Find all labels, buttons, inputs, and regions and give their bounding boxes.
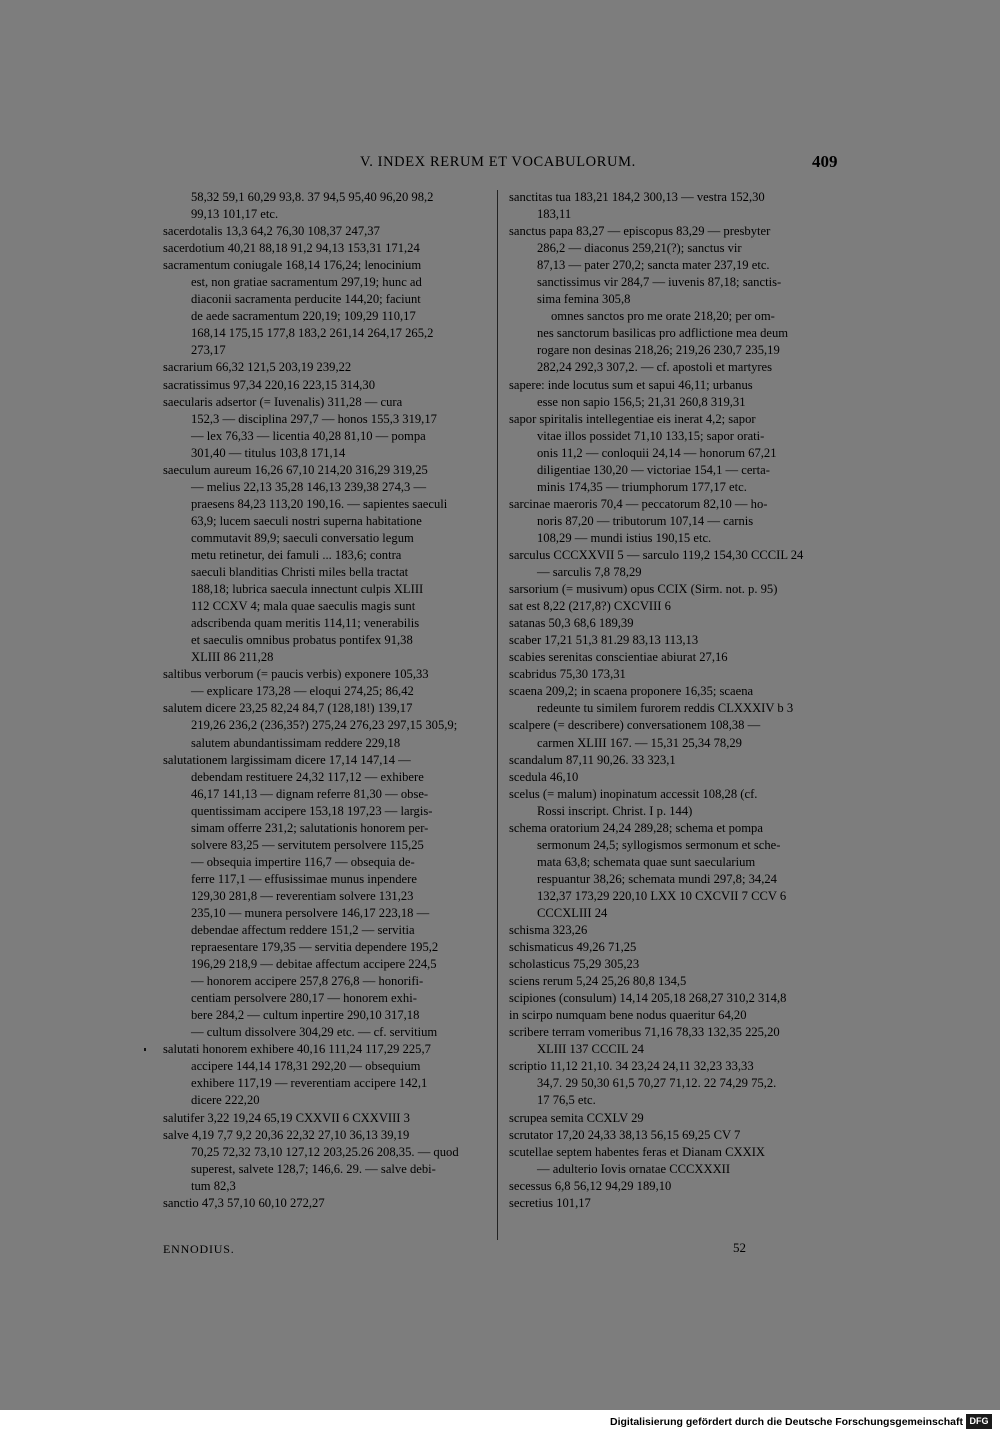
index-line: saeculum aureum 16,26 67,10 214,20 316,29 319,25: [163, 462, 428, 477]
index-line: secretius 101,17: [509, 1195, 591, 1210]
index-column-left: [163, 189, 491, 1212]
index-line: noris 87,20 — tributorum 107,14 — carnis: [537, 513, 754, 528]
index-line: salutationem largissimam dicere 17,14 147,14 —: [163, 752, 411, 767]
index-line: praesens 84,23 113,20 190,16. — sapientes saeculi: [191, 496, 448, 511]
index-line: sarcinae maeroris 70,4 — peccatorum 82,10 — ho-: [509, 496, 768, 511]
index-line: — cultum dissolvere 304,29 etc. — cf. servitium: [191, 1025, 438, 1040]
index-line: ferre 117,1 — effusissimae munus inpendere: [191, 871, 417, 886]
index-line: minis 174,35 — triumphorum 177,17 etc.: [537, 479, 747, 494]
index-line: sacrarium 66,32 121,5 203,19 239,22: [163, 360, 352, 375]
index-line: sciens rerum 5,24 25,26 80,8 134,5: [509, 974, 687, 989]
index-line: vitae illos possidet 71,10 133,15; sapor orati-: [537, 428, 765, 443]
index-line: saeculi blanditias Christi miles bella tractat: [191, 565, 409, 580]
index-line: 70,25 72,32 73,10 127,12 203,25.26 208,35. — quod: [191, 1144, 459, 1159]
index-line: 273,17: [191, 343, 226, 358]
index-line: rogare non desinas 218,26; 219,26 230,7 235,19: [537, 343, 780, 358]
index-line: satanas 50,3 68,6 189,39: [509, 616, 634, 631]
index-line: diaconii sacramenta perducite 144,20; faciunt: [191, 292, 421, 307]
margin-mark: [144, 1048, 146, 1051]
index-line: 219,26 236,2 (236,35?) 275,24 276,23 297,15 305,9;: [191, 718, 458, 733]
index-line: sanctitas tua 183,21 184,2 300,13 — vestra 152,30: [509, 190, 765, 204]
index-line: sima femina 305,8: [537, 292, 631, 307]
digitization-credit: Digitalisierung gefördert durch die Deutsche Forschungsgemeinschaft: [610, 1416, 963, 1428]
index-line: 188,18; lubrica saecula innectunt culpis XLIII: [191, 582, 424, 597]
index-line: 132,37 173,29 220,10 LXX 10 CXCVII 7 CCV 6: [537, 888, 787, 903]
index-line: 112 CCXV 4; mala quae saeculis magis sunt: [191, 599, 416, 614]
dfg-logo-icon: DFG: [966, 1414, 992, 1429]
index-line: schisma 323,26: [509, 923, 588, 938]
index-line: adscribenda quam meritis 114,11; venerabilis: [191, 616, 420, 631]
index-line: 282,24 292,3 307,2. — cf. apostoli et martyres: [537, 360, 773, 375]
index-line: est, non gratiae sacramentum 297,19; hunc ad: [191, 275, 422, 290]
page-number: 409: [812, 152, 838, 171]
index-line: carmen XLIII 167. — 15,31 25,34 78,29: [537, 735, 742, 750]
index-line: scrupea semita CCXLV 29: [509, 1110, 644, 1125]
index-line: 87,13 — pater 270,2; sancta mater 237,19 etc.: [537, 258, 770, 273]
index-line: sanctus papa 83,27 — episcopus 83,29 — presbyter: [509, 224, 771, 239]
index-line: solvere 83,25 — servitutem persolvere 115,25: [191, 837, 424, 852]
signature-footer: ENNODIUS.: [163, 1242, 235, 1256]
index-line: 34,7. 29 50,30 61,5 70,27 71,12. 22 74,29 75,2.: [537, 1076, 777, 1091]
index-line: scipiones (consulum) 14,14 205,18 268,27 310,2 314,8: [509, 991, 787, 1006]
index-line: — melius 22,13 35,28 146,13 239,38 274,3 —: [191, 479, 427, 494]
index-line: sarculus CCCXXVII 5 — sarculo 119,2 154,30 CCCIL 24: [509, 547, 804, 562]
index-line: superest, salvete 128,7; 146,6. 29. — salve debi-: [191, 1161, 436, 1176]
index-line: scribere terram vomeribus 71,16 78,33 132,35 225,20: [509, 1025, 780, 1040]
index-line: 108,29 — mundi istius 190,15 etc.: [537, 530, 712, 545]
index-line: scholasticus 75,29 305,23: [509, 957, 640, 972]
index-line: Rossi inscript. Christ. I p. 144): [537, 803, 693, 818]
index-line: sacerdotium 40,21 88,18 91,2 94,13 153,31 171,24: [163, 241, 420, 256]
index-line: omnes sanctos pro me orate 218,20; per om-: [551, 309, 775, 324]
index-line: sat est 8,22 (217,8?) CXCVIII 6: [509, 599, 671, 614]
index-line: sanctissimus vir 284,7 — iuvenis 87,18; sanctis-: [537, 275, 782, 290]
index-line: mata 63,8; schemata quae sunt saecularium: [537, 854, 756, 869]
index-line: salutifer 3,22 19,24 65,19 CXXVII 6 CXXVIII 3: [163, 1110, 410, 1125]
index-line: — explicare 173,28 — eloqui 274,25; 86,42: [191, 684, 414, 699]
index-line: scalpere (= describere) conversationem 108,38 —: [509, 718, 761, 733]
index-line: de aede sacramentum 220,19; 109,29 110,17: [191, 309, 416, 324]
index-line: schismaticus 49,26 71,25: [509, 940, 637, 955]
index-line: quentissimam accipere 153,18 197,23 — largis-: [191, 803, 433, 818]
index-line: sanctio 47,3 57,10 60,10 272,27: [163, 1195, 325, 1210]
index-line: bere 284,2 — cultum inpertire 290,10 317,18: [191, 1008, 420, 1023]
index-column-right: [509, 189, 837, 1212]
index-line: accipere 144,14 178,31 292,20 — obsequium: [191, 1059, 421, 1074]
index-line: 183,11: [537, 207, 572, 222]
index-line: repraesentare 179,35 — servitia dependere 195,2: [191, 940, 439, 955]
index-line: 301,40 — titulus 103,8 171,14: [191, 445, 346, 460]
index-line: CCCXLIII 24: [537, 905, 608, 920]
signature-number: 52: [733, 1240, 746, 1255]
index-line: debendam restituere 24,32 117,12 — exhibere: [191, 769, 424, 784]
index-line: in scirpo numquam bene nodus quaeritur 64,20: [509, 1008, 747, 1023]
index-line: tum 82,3: [191, 1178, 236, 1193]
index-line: centiam persolvere 280,17 — honorem exhi-: [191, 991, 417, 1006]
index-line: sapere: inde locutus sum et sapui 46,11; urbanus: [509, 377, 753, 392]
index-line: saltibus verborum (= paucis verbis) exponere 105,33: [163, 667, 429, 682]
index-line: dicere 222,20: [191, 1093, 260, 1108]
index-line: 17 76,5 etc.: [537, 1093, 596, 1108]
index-line: 99,13 101,17 etc.: [191, 207, 279, 222]
index-line: 235,10 — munera persolvere 146,17 223,18 —: [191, 905, 430, 920]
index-line: 46,17 141,13 — dignam referre 81,30 — obse-: [191, 786, 429, 801]
index-line: — lex 76,33 — licentia 40,28 81,10 — pompa: [191, 428, 426, 443]
index-line: scrutator 17,20 24,33 38,13 56,15 69,25 CV 7: [509, 1127, 741, 1142]
index-line: et saeculis omnibus probatus pontifex 91,38: [191, 633, 413, 648]
index-line: — sarculis 7,8 78,29: [537, 565, 642, 580]
index-line: simam offerre 231,2; salutationis honorem per-: [191, 820, 429, 835]
index-line: scabies serenitas conscientiae abiurat 27,16: [509, 650, 728, 665]
index-line: scaena 209,2; in scaena proponere 16,35; scaena: [509, 684, 754, 699]
index-line: respuantur 38,26; schemata mundi 297,8; 34,24: [537, 871, 777, 886]
index-line: scriptio 11,12 21,10. 34 23,24 24,11 32,23 33,33: [509, 1059, 754, 1074]
column-divider: [497, 190, 498, 1240]
index-line: sarsorium (= musivum) opus CCIX (Sirm. not. p. 95): [509, 582, 778, 597]
index-line: scelus (= malum) inopinatum accessit 108,28 (cf.: [509, 786, 758, 801]
index-line: salutem dicere 23,25 82,24 84,7 (128,18!) 139,17: [163, 701, 413, 716]
index-line: — honorem accipere 257,8 276,8 — honorifi-: [191, 974, 424, 989]
index-line: scedula 46,10: [509, 769, 579, 784]
index-line: exhibere 117,19 — reverentiam accipere 142,1: [191, 1076, 428, 1091]
index-line: esse non sapio 156,5; 21,31 260,8 319,31: [537, 394, 746, 409]
index-line: onis 11,2 — conloquii 24,14 — honorum 67,21: [537, 445, 777, 460]
index-line: 152,3 — disciplina 297,7 — honos 155,3 319,17: [191, 411, 437, 426]
index-line: scandalum 87,11 90,26. 33 323,1: [509, 752, 676, 767]
index-line: nes sanctorum basilicas pro adflictione mea deum: [537, 326, 789, 341]
index-line: scabridus 75,30 173,31: [509, 667, 626, 682]
index-line: saecularis adsertor (= Iuvenalis) 311,28 — cura: [163, 394, 403, 409]
running-title: V. INDEX RERUM ET VOCABULORUM.: [360, 154, 636, 170]
index-line: debendae affectum reddere 151,2 — servitia: [191, 923, 415, 938]
index-line: XLIII 86 211,28: [191, 650, 274, 665]
index-line: 196,29 218,9 — debitae affectum accipere 224,5: [191, 957, 437, 972]
index-line: secessus 6,8 56,12 94,29 189,10: [509, 1178, 672, 1193]
index-line: salutati honorem exhibere 40,16 111,24 117,29 225,7: [163, 1042, 431, 1057]
index-line: sacratissimus 97,34 220,16 223,15 314,30: [163, 377, 375, 392]
index-line: salutem abundantissimam reddere 229,18: [191, 735, 401, 750]
index-line: 286,2 — diaconus 259,21(?); sanctus vir: [537, 241, 742, 256]
index-line: sapor spiritalis intellegentiae eis inerat 4,2; sapor: [509, 411, 756, 426]
index-line: redeunte tu similem furorem reddis CLXXXIV b 3: [537, 701, 794, 716]
index-line: — obsequia impertire 116,7 — obsequia de-: [191, 854, 415, 869]
index-line: sacramentum coniugale 168,14 176,24; lenocinium: [163, 258, 422, 273]
index-line: sacerdotalis 13,3 64,2 76,30 108,37 247,37: [163, 224, 380, 239]
index-line: — adulterio Iovis ornatae CCCXXXII: [537, 1161, 731, 1176]
index-line: XLIII 137 CCCIL 24: [537, 1042, 644, 1057]
index-line: salve 4,19 7,7 9,2 20,36 22,32 27,10 36,13 39,19: [163, 1127, 410, 1142]
index-line: metu retinetur, dei famuli ... 183,6; contra: [191, 547, 402, 562]
index-line: scutellae septem habentes feras et Dianam CXXIX: [509, 1144, 765, 1159]
index-line: sermonum 24,5; syllogismos sermonum et sche-: [537, 837, 781, 852]
index-line: 63,9; lucem saeculi nostri superna habitatione: [191, 513, 422, 528]
index-line: 58,32 59,1 60,29 93,8. 37 94,5 95,40 96,20 98,2: [191, 190, 434, 204]
index-line: schema oratorium 24,24 289,28; schema et pompa: [509, 820, 763, 835]
index-line: commutavit 89,9; saeculi conversatio legum: [191, 530, 414, 545]
index-line: diligentiae 130,20 — victoriae 154,1 — certa-: [537, 462, 770, 477]
index-line: 129,30 281,8 — reverentiam solvere 131,23: [191, 888, 414, 903]
index-line: 168,14 175,15 177,8 183,2 261,14 264,17 265,2: [191, 326, 434, 341]
index-line: scaber 17,21 51,3 81.29 83,13 113,13: [509, 633, 699, 648]
